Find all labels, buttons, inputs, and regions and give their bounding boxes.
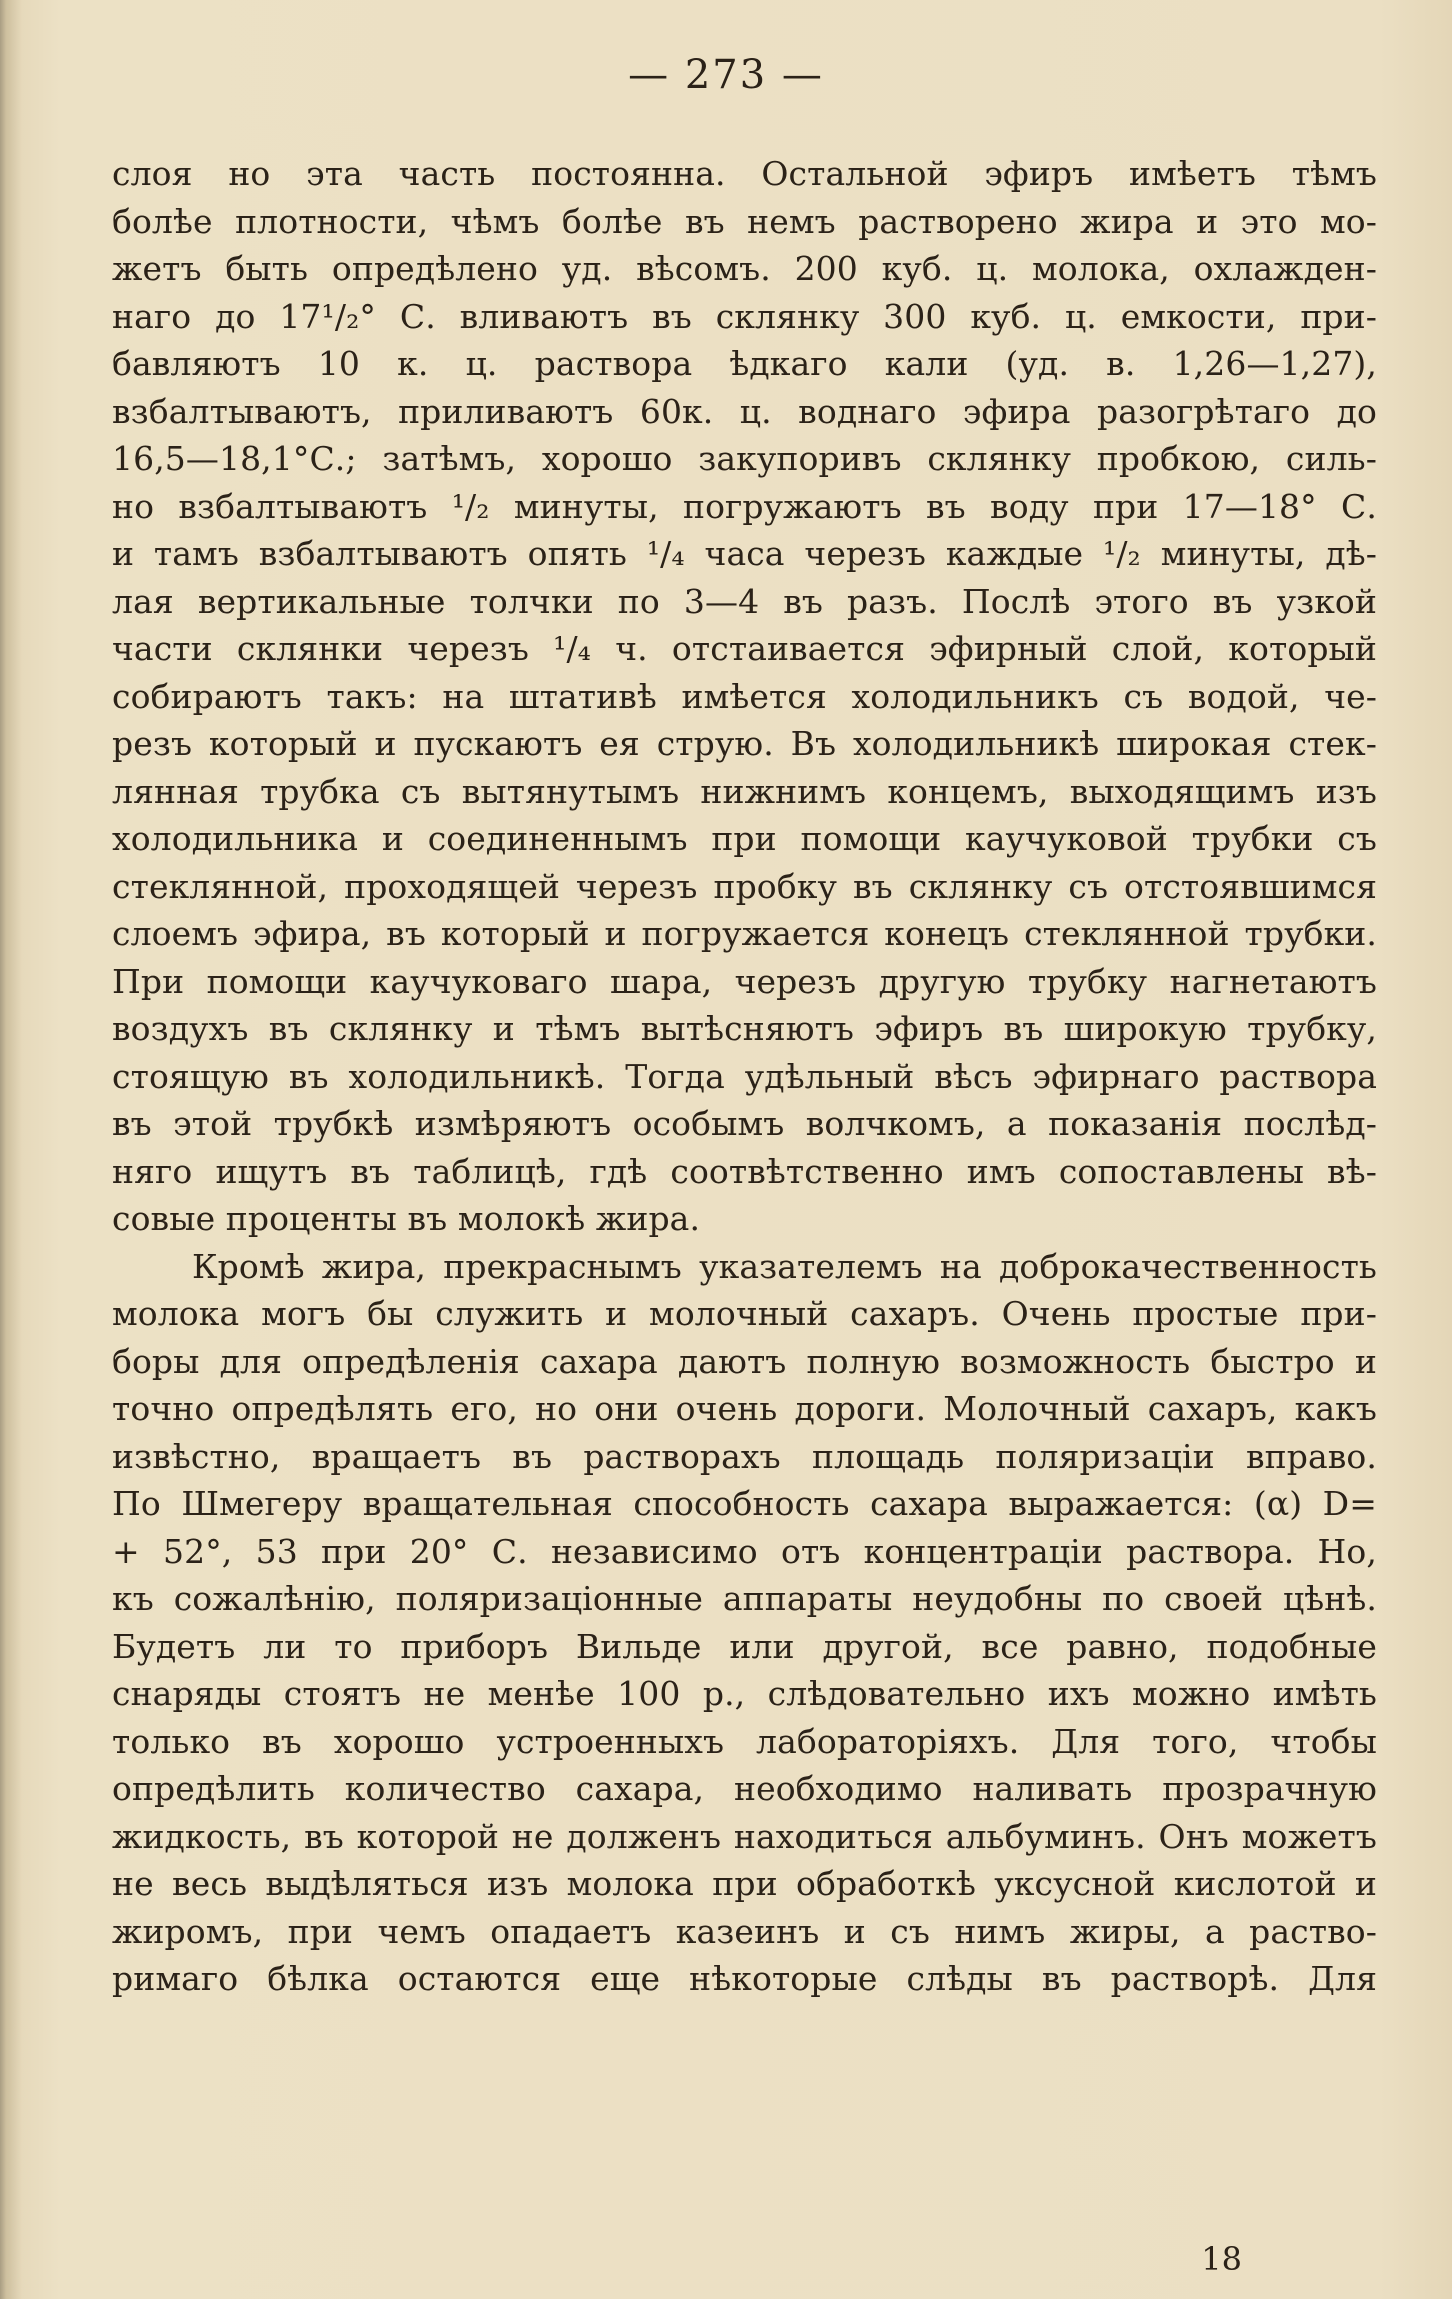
text-line: снаряды стоятъ не менѣе 100 р., слѣдовательно ихъ можно имѣть bbox=[112, 1674, 1377, 1713]
text-line: молока могъ бы служить и молочный сахаръ. Очень простые при- bbox=[112, 1294, 1377, 1333]
text-line: извѣстно, вращаетъ въ растворахъ площадь поляризаціи вправо. bbox=[112, 1436, 1377, 1476]
text-line: въ этой трубкѣ измѣряютъ особымъ волчкомъ, а показанія послѣд- bbox=[112, 1104, 1377, 1143]
text-line: няго ищутъ въ таблицѣ, гдѣ соотвѣтственно имъ сопоставлены вѣ- bbox=[112, 1151, 1377, 1191]
text-line: только въ хорошо устроенныхъ лабораторіяхъ. Для того, чтобы bbox=[112, 1721, 1377, 1761]
text-line: стоящую въ холодильникѣ. Тогда удѣльный вѣсъ эфирнаго раствора bbox=[112, 1056, 1377, 1096]
text-line: При помощи каучуковаго шара, черезъ другую трубку нагнетаютъ bbox=[112, 961, 1377, 1001]
text-line: Кромѣ жира, прекраснымъ указателемъ на доброкачественность bbox=[192, 1246, 1377, 1286]
text-line: воздухъ въ склянку и тѣмъ вытѣсняютъ эфиръ въ широкую трубку, bbox=[112, 1009, 1377, 1048]
text-line: опредѣлить количество сахара, необходимо наливать прозрачную bbox=[112, 1769, 1377, 1808]
text-line: бавляютъ 10 к. ц. раствора ѣдкаго кали (уд. в. 1,26—1,27), bbox=[112, 344, 1377, 383]
text-line: римаго бѣлка остаются еще нѣкоторые слѣды въ растворѣ. Для bbox=[112, 1959, 1377, 1998]
text-line: но взбалтываютъ ¹/₂ минуты, погружаютъ въ воду при 17—18° С. bbox=[112, 486, 1377, 526]
paragraph-2 bbox=[112, 1243, 1377, 2003]
text-line: совые проценты въ молокѣ жира. bbox=[112, 1199, 701, 1238]
text-line: собираютъ такъ: на штативѣ имѣется холодильникъ съ водой, че- bbox=[112, 676, 1377, 716]
text-line: холодильника и соединеннымъ при помощи каучуковой трубки съ bbox=[112, 819, 1377, 858]
text-line: не весь выдѣляться изъ молока при обработкѣ уксусной кислотой и bbox=[112, 1864, 1377, 1903]
text-line: взбалтываютъ, приливаютъ 60к. ц. воднаго эфира разогрѣтаго до bbox=[112, 391, 1377, 431]
text-line: болѣе плотности, чѣмъ болѣе въ немъ растворено жира и это мо- bbox=[112, 201, 1377, 241]
text-line: къ сожалѣнію, поляризаціонные аппараты неудобны по своей цѣнѣ. bbox=[112, 1579, 1377, 1618]
text-line: 16,5—18,1°С.; затѣмъ, хорошо закупоривъ склянку пробкою, силь- bbox=[112, 439, 1377, 478]
paragraph-1 bbox=[112, 150, 1377, 1243]
text-line: По Шмегеру вращательная способность сахара выражается: (α) D= bbox=[112, 1484, 1377, 1523]
text-line: стеклянной, проходящей черезъ пробку въ склянку съ отстоявшимся bbox=[112, 866, 1377, 906]
text-line: жидкость, въ которой не долженъ находиться альбуминъ. Онъ можетъ bbox=[112, 1816, 1377, 1856]
text-line: + 52°, 53 при 20° С. независимо отъ концентраціи раствора. Но, bbox=[112, 1531, 1377, 1571]
text-line: резъ который и пускаютъ ея струю. Въ холодильникѣ широкая стек- bbox=[112, 724, 1377, 763]
text-line: лая вертикальные толчки по 3—4 въ разъ. Послѣ этого въ узкой bbox=[112, 581, 1377, 621]
text-line: жиромъ, при чемъ опадаетъ казеинъ и съ нимъ жиры, а раство- bbox=[112, 1911, 1377, 1951]
text-line: лянная трубка съ вытянутымъ нижнимъ концемъ, выходящимъ изъ bbox=[112, 771, 1377, 811]
text-line: слоя но эта часть постоянна. Остальной эфиръ имѣетъ тѣмъ bbox=[112, 154, 1377, 193]
signature-mark: 18 bbox=[1201, 2240, 1242, 2278]
text-line: слоемъ эфира, въ который и погружается конецъ стеклянной трубки. bbox=[112, 914, 1377, 953]
text-line: боры для опредѣленія сахара даютъ полную возможность быстро и bbox=[112, 1341, 1377, 1381]
page-number-header: — 273 — bbox=[628, 52, 824, 98]
text-line: точно опредѣлять его, но они очень дороги. Молочный сахаръ, какъ bbox=[112, 1389, 1377, 1428]
text-line: части склянки черезъ ¹/₄ ч. отстаивается эфирный слой, который bbox=[112, 629, 1377, 668]
body-text bbox=[112, 150, 1377, 2003]
text-line: и тамъ взбалтываютъ опять ¹/₄ часа черезъ каждые ¹/₂ минуты, дѣ- bbox=[112, 534, 1377, 573]
text-line: жетъ быть опредѣлено уд. вѣсомъ. 200 куб. ц. молока, охлажден- bbox=[112, 249, 1377, 288]
text-line: наго до 17¹/₂° С. вливаютъ въ склянку 300 куб. ц. емкости, при- bbox=[112, 296, 1377, 336]
text-line: Будетъ ли то приборъ Вильде или другой, все равно, подобные bbox=[112, 1626, 1377, 1666]
